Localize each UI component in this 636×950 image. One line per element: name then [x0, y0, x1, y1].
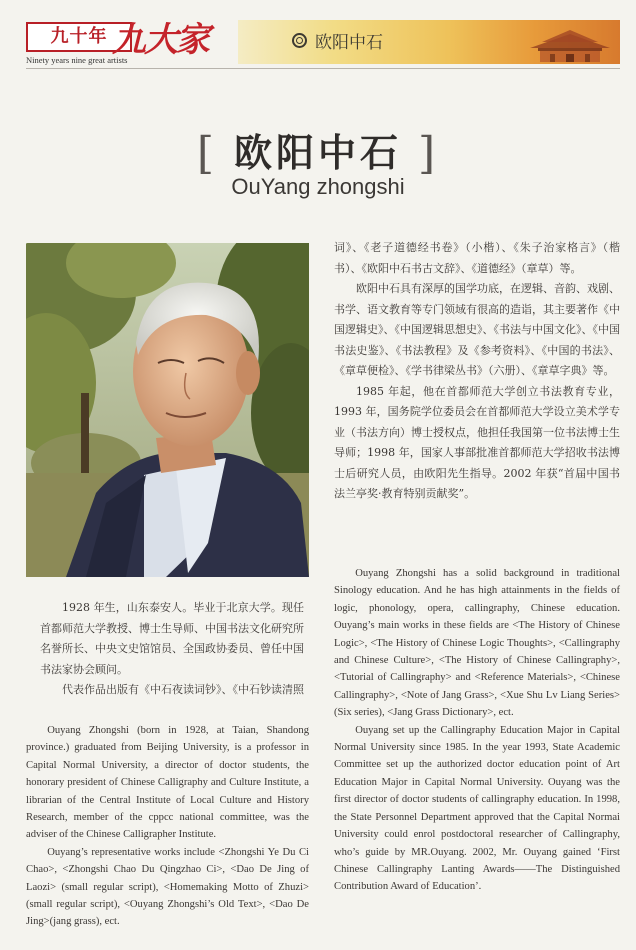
double-circle-icon [292, 33, 307, 48]
left-english-text [26, 722, 309, 931]
left-zh-paragraph-1: 1928 年生，山东泰安人。毕业于北京大学。现任首都师范大学教授、博士生导师、中国书法文化研究所名誉所长、中央文史馆馆员、全国政协委员、曾任中国书法家协会顾问。 [40, 601, 304, 676]
left-zh-paragraph-2: 代表作品出版有《中石夜读词钞》、《中石钞读清照 [62, 683, 304, 696]
right-english-text [334, 565, 620, 896]
title-bracket-right: ] [418, 128, 440, 179]
series-badge-text: 九十年 [50, 26, 108, 47]
right-zh-paragraph-1: 词》、《老子道德经书卷》（小楷）、《朱子治家格言》（楷书）、《欧阳中石书古文辞》、《道德经》（章草）等。 [334, 241, 620, 275]
portrait-illustration [26, 243, 309, 577]
palace-gate-icon [520, 18, 620, 64]
title-bracket-left: [ [196, 128, 218, 179]
right-en-paragraph-2: Ouyang set up the Callingraphy Education Major in Capital Normal University since 1985. In the year 1993, State Academic Committee set up the authorized doctor education point of Art Education Major in Capital Normal University. Ouyang was the first director of doctor students of callingraphy education. In 1998, the State Personnel Department approved that the Capital Normai University could enrol postdoctoral researcher of Callingraphy, who’s guide by MR.Ouyang. 2002, Mr. Ouyang gained ‘First Chinese Callingraphy Lanting Awards——The Distinguished Contribution Award of Education’. [334, 724, 620, 893]
left-chinese-text [40, 598, 304, 701]
left-en-paragraph-2: Ouyang’s representative works include <Zhongshi Ye Du Ci Chao>, <Zhongshi Chao Du Qingzhao Ci>, <Dao De Jing of Laozi> (small regular script), <Homemaking Motto of Zhuzi> (small regular script), <Ouyang Zhongshi’s Old Text>, <Dao De Jing>(jang grass), ect. [26, 846, 309, 928]
right-zh-paragraph-3: 1985 年起，他在首都师范大学创立书法教育专业，1993 年，国务院学位委员会在首都师范大学设立美术学专业（书法方向）博士授权点，他担任我国第一位书法博士生导师；1998 年，国家人事部批准首都师范大学招收书法博士后研究人员，由欧阳先生指导。2002 年获“首届中国书法兰亭奖·教育特别贡献奖”。 [334, 384, 620, 500]
right-zh-paragraph-2: 欧阳中石具有深厚的国学功底，在逻辑、音韵、戏剧、书学、语文教育等专门领域有很高的造诣，其主要著作《中国逻辑史》、《中国逻辑思想史》、《书法与中国文化》、《中国书法史鉴》、《书法教程》及《参考资料》、《中国的书法》、《章草便检》、《学书律梁丛书》（六册）、《章草字典》等。 [334, 282, 620, 377]
left-en-paragraph-1: Ouyang Zhongshi (born in 1928, at Taian, Shandong province.) graduated from Beijing University, is a professor in Capital Normal University, a director of doctor students, the honorary president of Chinese Calligraphy and Culture Institute, a librarian of the Central Institute of Local Culture and History Research, member of the cppcc national committee, was the adviser of the Chinese Calligrapher Institute. [26, 725, 309, 841]
section-label-text: 欧阳中石 [315, 33, 383, 53]
page-header [0, 0, 636, 70]
page-title [0, 122, 636, 177]
right-chinese-text [334, 238, 620, 505]
title-text-zh: 欧阳中石 [233, 130, 402, 175]
series-title: 九大家 [112, 20, 208, 60]
right-en-paragraph-1: Ouyang Zhongshi has a solid background in traditional Sinology education. And he has high attainments in the fields of logic, phonology, opera, callingraphy, Chinese education. Ouyang’s main works in these fields are <The History of Chinese Logic>, <The History of Chinese Logic Thoughts>, <Callingraphy and Chinese Culture>, <The History of Chinese Callingraphy>, <Tutorial of Callingraphy> and <Reference Materials>, <Chinese Callingraphy>, <Note of Jang Grass>, <Xue Shu Lv Liang Series> (Six series), <Jang Grass Dictionary>, ect. [334, 568, 620, 719]
page-subtitle: OuYang zhongshi [231, 174, 405, 199]
header-divider [26, 68, 620, 69]
section-label [292, 28, 383, 53]
portrait-photo [26, 243, 309, 577]
series-subtitle: Ninety years nine great artists [26, 55, 128, 65]
